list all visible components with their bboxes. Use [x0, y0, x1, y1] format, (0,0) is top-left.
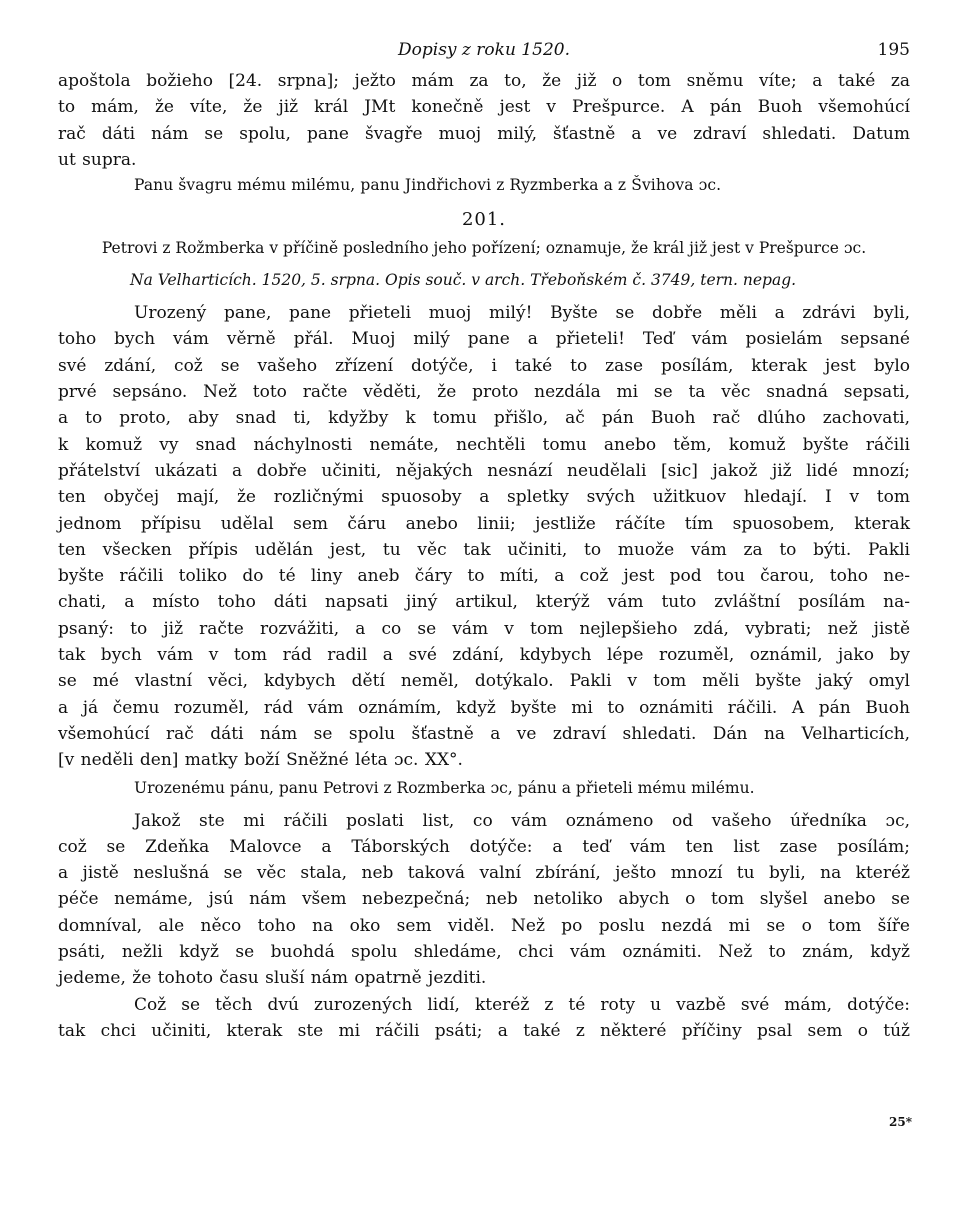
text-line: apoštola božieho [24. srpna]; ježto mám za to, že již o tom sněmu víte; a také za: [58, 71, 910, 91]
text-line: a já čemu rozuměl, rád vám oznámím, když byšte mi to oznámiti ráčili. A pán Buoh: [58, 697, 910, 718]
text-line: jednom přípisu udělal sem čáru anebo linii; jestliže ráčíte tím spuosobem, kterak: [58, 513, 910, 534]
signature-mark: 25*: [889, 1115, 912, 1129]
text-line: své zdání, což se vašeho zřízení dotýče, i také to zase posílám, kterak jest bylo: [58, 355, 910, 376]
text-line: k komuž vy snad náchylnosti nemáte, nechtěli tomu anebo těm, komuž byšte ráčili: [58, 434, 910, 455]
text-line: přátelství ukázati a dobře učiniti, nějakých nesnází neudělali [sic] jakož již lidé mnozí;: [58, 460, 910, 481]
document-source: Na Velharticích. 1520, 5. srpna. Opis souč. v arch. Třeboňském č. 3749, tern. nepag.: [130, 271, 797, 290]
paragraph-1: [58, 300, 910, 773]
text-line: Což se těch dvú zurozených lidí, kteréž z té roty u vazbě své mám, dotýče:: [134, 994, 910, 1015]
text-line: jedeme, že tohoto času sluší nám opatrně jezditi.: [58, 968, 487, 989]
text-line: což se Zdeňka Malovce a Táborských dotýče: a teď vám ten list zase posílám;: [58, 836, 910, 857]
text-line: všemohúcí rač dáti nám se spolu šťastně a ve zdraví shledati. Dán na Velharticích,: [58, 723, 910, 744]
text-line: ten všecken přípis udělán jest, tu věc tak učiniti, to muože vám za to býti. Pakli: [58, 539, 910, 560]
text-line: ut supra.: [58, 149, 137, 170]
text-line: psaný: to již račte rozvážiti, a co se vám v tom nejlepšieho zdá, vybrati; než jistě: [58, 618, 910, 639]
text-line: to mám, že víte, že již král JMt konečně jest v Prešpurce. A pán Buoh všemohúcí: [58, 97, 910, 118]
text-line: a to proto, aby snad ti, kdyžby k tomu přišlo, ač pán Buoh rač dlúho zachovati,: [58, 408, 910, 429]
text-line: ten obyčej mají, že rozličnými spuosoby a spletky svých užitkuov hledají. I v tom: [58, 487, 910, 508]
text-line: psáti, nežli když se buohdá spolu shledáme, chci vám oznámiti. Než to znám, když: [58, 942, 910, 963]
continued-letter: [58, 68, 910, 197]
text-line: tak chci učiniti, kterak ste mi ráčili psáti; a také z některé příčiny psal sem o túž: [58, 1020, 910, 1041]
text-line: péče nemáme, jsú nám všem nebezpečná; neb netoliko abych o tom slyšel anebo se: [58, 889, 910, 910]
letter-address: Urozenému pánu, panu Petrovi z Rozmberka ɔc, pánu a přieteli mému milému.: [134, 778, 755, 797]
document-number: 201.: [461, 209, 507, 231]
page-number: 195: [877, 40, 910, 60]
paragraph-2: [58, 808, 910, 992]
text-line: [v neděli den] matky boží Sněžné léta ɔc. XX°.: [58, 750, 463, 771]
document-summary: Petrovi z Rožmberka v příčině posledního jeho pořízení; oznamuje, že král již jest v Prešpurce ɔc.: [101, 239, 867, 258]
text-line: rač dáti nám se spolu, pane švagře muoj milý, šťastně a ve zdraví shledati. Datum: [58, 123, 910, 144]
text-line: Jakož ste mi ráčili poslati list, co vám oznámeno od vašeho úředníka ɔc,: [134, 810, 910, 831]
page-header: [58, 38, 910, 68]
text-line: domníval, ale něco toho na oko sem viděl. Než po poslu nezdá mi se o tom šíře: [58, 915, 910, 936]
text-line: se mé vlastní věci, kdybych dětí neměl, dotýkalo. Pakli v tom měli byšte jaký omyl: [58, 671, 910, 692]
text-line: byšte ráčili toliko do té liny aneb čáry to míti, a což jest pod tou čarou, toho ne-: [58, 566, 910, 587]
document-201: [58, 209, 910, 1044]
text-line: Urozený pane, pane přieteli muoj milý! Byšte se dobře měli a zdrávi byli,: [134, 303, 910, 324]
running-title: Dopisy z roku 1520.: [398, 40, 570, 60]
text-line: toho bych vám věrně přál. Muoj milý pane a přieteli! Teď vám posielám sepsané: [58, 329, 910, 350]
text-line: chati, a místo toho dáti napsati jiný artikul, kterýž vám tuto zvláštní posílám na-: [58, 592, 910, 613]
text-line: a jistě neslušná se věc stala, neb taková valní zbírání, ješto mnozí tu byli, na kteréž: [58, 863, 910, 884]
document-page: [58, 38, 910, 1044]
paragraph-3: [58, 992, 910, 1045]
letter-address: Panu švagru mému milému, panu Jindřichovi z Ryzmberka a z Švihova ɔc.: [134, 176, 722, 195]
text-line: prvé sepsáno. Než toto račte věděti, že proto nezdála mi se ta věc snadná sepsati,: [58, 382, 910, 403]
text-line: tak bych vám v tom rád radil a své zdání, kdybych lépe rozuměl, oznámil, jako by: [58, 645, 910, 666]
